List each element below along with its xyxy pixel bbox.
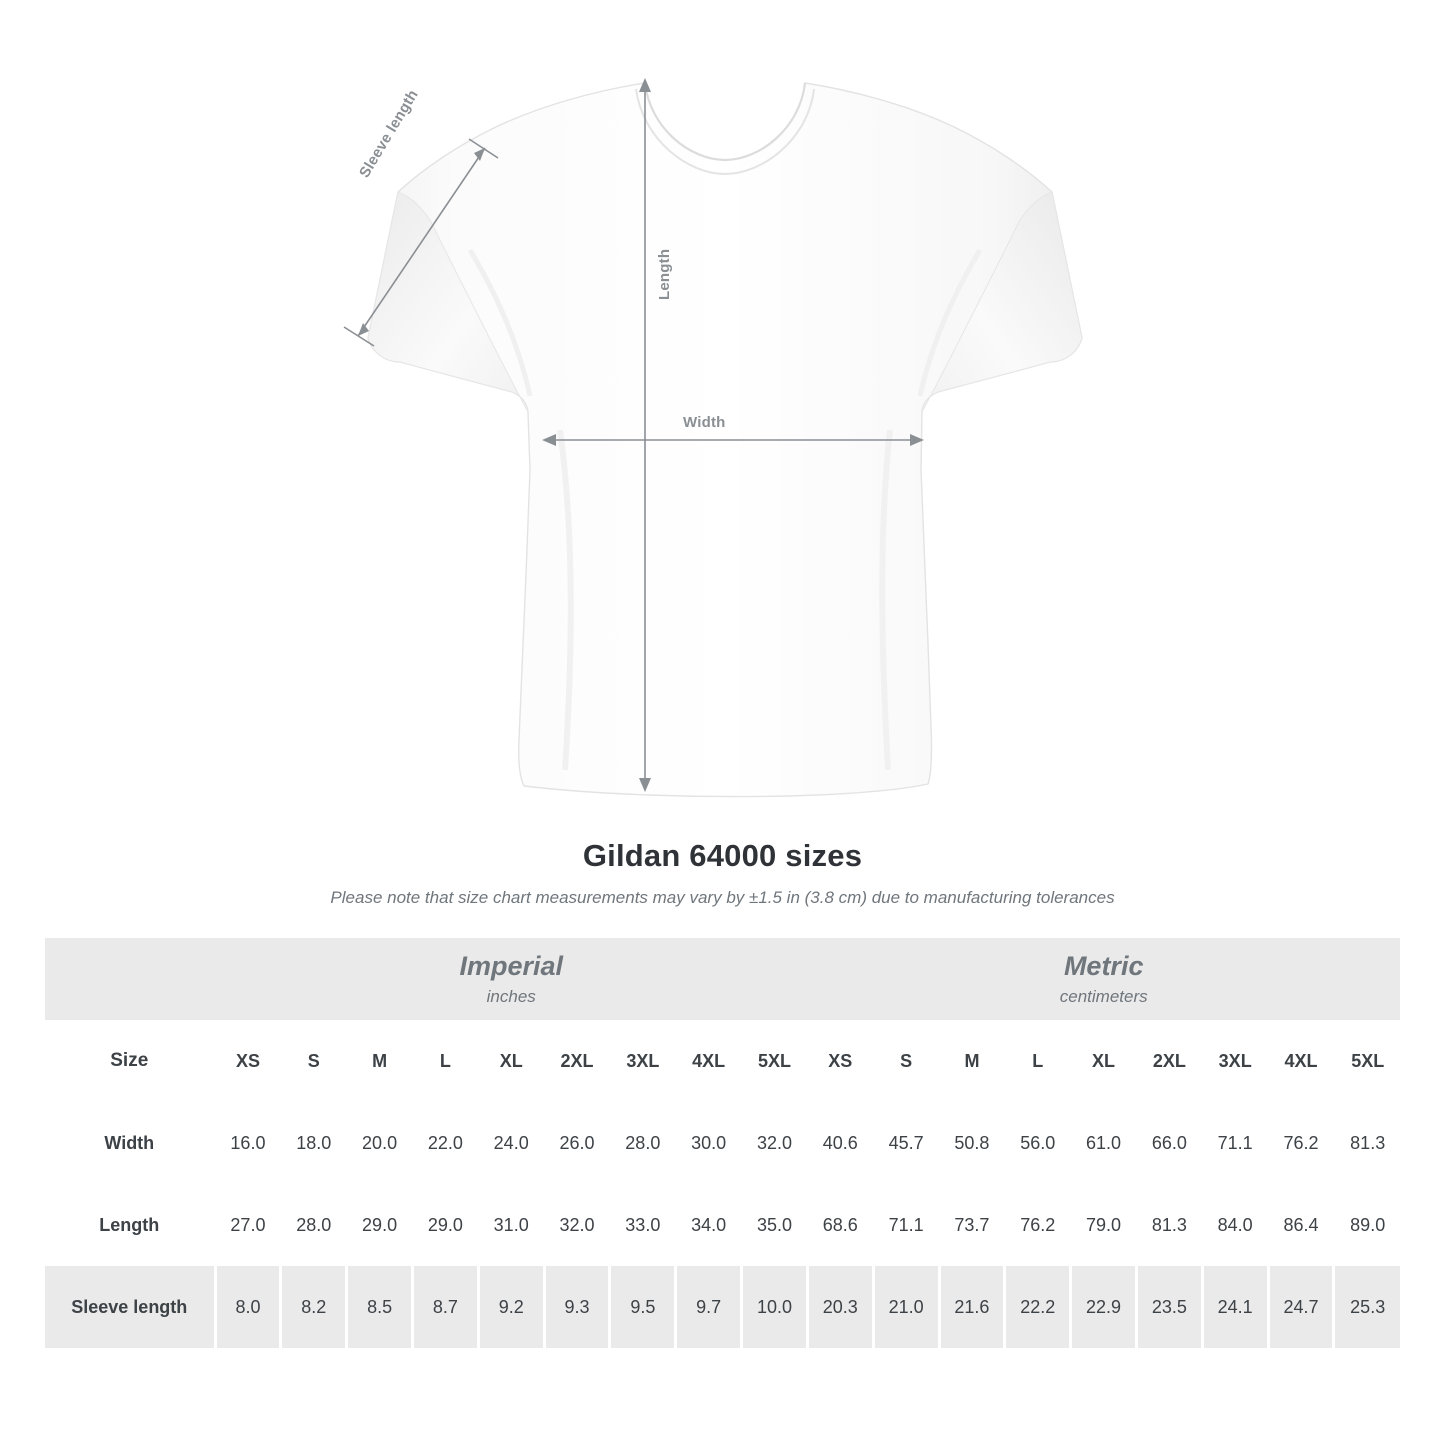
size-xl-metric: XL <box>1071 1020 1137 1102</box>
size-s-imperial: S <box>281 1020 347 1102</box>
size-l-metric: L <box>1005 1020 1071 1102</box>
sleeve-metric-s: 21.0 <box>873 1266 939 1348</box>
sleeve-imperial-xs: 8.0 <box>215 1266 281 1348</box>
sleeve-metric-5xl: 25.3 <box>1334 1266 1400 1348</box>
sleeve-metric-4xl: 24.7 <box>1268 1266 1334 1348</box>
unit-imperial-sub: inches <box>486 986 536 1006</box>
width-metric-m: 50.8 <box>939 1102 1005 1184</box>
unit-imperial-name: Imperial <box>459 951 563 982</box>
width-imperial-m: 20.0 <box>347 1102 413 1184</box>
size-3xl-imperial: 3XL <box>610 1020 676 1102</box>
length-imperial-3xl: 33.0 <box>610 1184 676 1266</box>
sleeve-imperial-xl: 9.2 <box>478 1266 544 1348</box>
length-imperial-xl: 31.0 <box>478 1184 544 1266</box>
sleeve-metric-m: 21.6 <box>939 1266 1005 1348</box>
width-imperial-4xl: 30.0 <box>676 1102 742 1184</box>
width-imperial-5xl: 32.0 <box>742 1102 808 1184</box>
width-metric-l: 56.0 <box>1005 1102 1071 1184</box>
size-2xl-metric: 2XL <box>1136 1020 1202 1102</box>
length-metric-5xl: 89.0 <box>1334 1184 1400 1266</box>
sleeve-imperial-4xl: 9.7 <box>676 1266 742 1348</box>
length-imperial-l: 29.0 <box>412 1184 478 1266</box>
size-s-metric: S <box>873 1020 939 1102</box>
sleeve-imperial-5xl: 10.0 <box>742 1266 808 1348</box>
length-imperial-2xl: 32.0 <box>544 1184 610 1266</box>
length-imperial-4xl: 34.0 <box>676 1184 742 1266</box>
width-imperial-l: 22.0 <box>412 1102 478 1184</box>
width-imperial-xl: 24.0 <box>478 1102 544 1184</box>
row-label-length: Length <box>45 1184 215 1266</box>
title-block <box>0 838 1445 908</box>
size-l-imperial: L <box>412 1020 478 1102</box>
width-metric-xl: 61.0 <box>1071 1102 1137 1184</box>
width-metric-s: 45.7 <box>873 1102 939 1184</box>
width-imperial-xs: 16.0 <box>215 1102 281 1184</box>
row-header-size: Size <box>45 1020 215 1102</box>
row-label-sleeve-length: Sleeve length <box>45 1266 215 1348</box>
sleeve-imperial-s: 8.2 <box>281 1266 347 1348</box>
size-m-metric: M <box>939 1020 1005 1102</box>
length-label: Length <box>656 248 673 300</box>
tolerance-note: Please note that size chart measurements may vary by ±1.5 in (3.8 cm) due to manufacturing tolerances <box>330 888 1115 907</box>
length-metric-s: 71.1 <box>873 1184 939 1266</box>
sleeve-metric-2xl: 23.5 <box>1136 1266 1202 1348</box>
size-5xl-imperial: 5XL <box>742 1020 808 1102</box>
size-2xl-imperial: 2XL <box>544 1020 610 1102</box>
size-m-imperial: M <box>347 1020 413 1102</box>
size-3xl-metric: 3XL <box>1202 1020 1268 1102</box>
length-metric-m: 73.7 <box>939 1184 1005 1266</box>
sleeve-imperial-m: 8.5 <box>347 1266 413 1348</box>
sleeve-imperial-2xl: 9.3 <box>544 1266 610 1348</box>
length-metric-2xl: 81.3 <box>1136 1184 1202 1266</box>
length-imperial-m: 29.0 <box>347 1184 413 1266</box>
size-5xl-metric: 5XL <box>1334 1020 1400 1102</box>
unit-spacer <box>45 938 215 1020</box>
page-title: Gildan 64000 sizes <box>582 838 863 873</box>
width-metric-xs: 40.6 <box>807 1102 873 1184</box>
length-metric-4xl: 86.4 <box>1268 1184 1334 1266</box>
sleeve-metric-l: 22.2 <box>1005 1266 1071 1348</box>
unit-metric-name: Metric <box>1063 951 1144 982</box>
size-xl-imperial: XL <box>478 1020 544 1102</box>
size-4xl-metric: 4XL <box>1268 1020 1334 1102</box>
length-metric-l: 76.2 <box>1005 1184 1071 1266</box>
size-table <box>45 938 1400 1348</box>
length-metric-xl: 79.0 <box>1071 1184 1137 1266</box>
size-header-row <box>45 1020 1400 1102</box>
unit-metric <box>807 938 1400 1020</box>
unit-imperial <box>215 938 807 1020</box>
length-imperial-5xl: 35.0 <box>742 1184 808 1266</box>
table-row <box>45 1184 1400 1266</box>
sleeve-metric-xs: 20.3 <box>807 1266 873 1348</box>
length-metric-xs: 68.6 <box>807 1184 873 1266</box>
width-metric-5xl: 81.3 <box>1334 1102 1400 1184</box>
size-xs-imperial: XS <box>215 1020 281 1102</box>
size-4xl-imperial: 4XL <box>676 1020 742 1102</box>
length-metric-3xl: 84.0 <box>1202 1184 1268 1266</box>
length-imperial-xs: 27.0 <box>215 1184 281 1266</box>
table-row <box>45 1266 1400 1348</box>
width-metric-4xl: 76.2 <box>1268 1102 1334 1184</box>
sleeve-length-label: Sleeve length <box>356 86 422 181</box>
sleeve-metric-3xl: 24.1 <box>1202 1266 1268 1348</box>
sleeve-metric-xl: 22.9 <box>1071 1266 1137 1348</box>
width-metric-2xl: 66.0 <box>1136 1102 1202 1184</box>
width-label: Width <box>683 414 726 431</box>
size-xs-metric: XS <box>807 1020 873 1102</box>
size-table-wrap <box>45 938 1400 1348</box>
unit-metric-sub: centimeters <box>1059 986 1148 1006</box>
row-label-width: Width <box>45 1102 215 1184</box>
width-imperial-2xl: 26.0 <box>544 1102 610 1184</box>
width-imperial-s: 18.0 <box>281 1102 347 1184</box>
length-imperial-s: 28.0 <box>281 1184 347 1266</box>
unit-header-row <box>45 938 1400 1020</box>
sleeve-imperial-3xl: 9.5 <box>610 1266 676 1348</box>
width-imperial-3xl: 28.0 <box>610 1102 676 1184</box>
width-metric-3xl: 71.1 <box>1202 1102 1268 1184</box>
table-row <box>45 1102 1400 1184</box>
sleeve-imperial-l: 8.7 <box>412 1266 478 1348</box>
